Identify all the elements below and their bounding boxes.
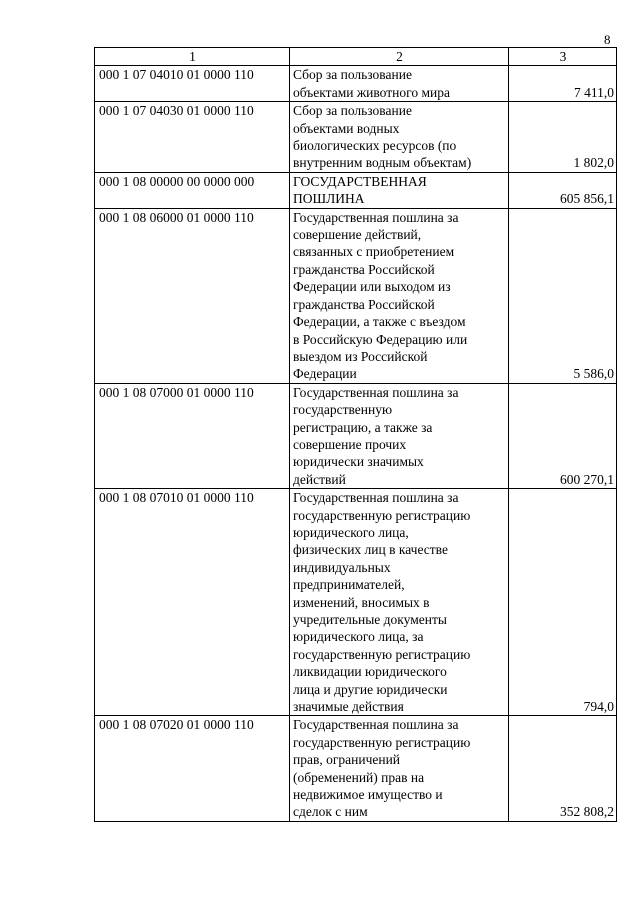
revenue-name-line: юридически значимых xyxy=(293,454,424,470)
revenue-name-line: (обременений) прав на xyxy=(293,769,425,785)
revenue-code: 000 1 08 07020 01 0000 110 xyxy=(95,716,290,821)
revenue-name xyxy=(290,716,509,821)
table-row xyxy=(95,208,617,383)
revenue-name-line: Государственная пошлина за xyxy=(293,209,459,225)
table-row xyxy=(95,716,617,821)
revenue-name-line: индивидуальных xyxy=(293,559,391,575)
revenue-name-line: в Российскую Федерацию или xyxy=(293,331,468,347)
revenue-name-line: совершение действий, xyxy=(293,227,422,243)
revenue-name-line: биологических ресурсов (по xyxy=(293,138,457,154)
revenue-name xyxy=(290,66,509,102)
table-row xyxy=(95,383,617,488)
revenue-name-line: Федерации, а также с въездом xyxy=(293,314,466,330)
revenue-amount: 7 411,0 xyxy=(509,66,617,102)
revenue-name-line: объектами животного мира xyxy=(293,84,450,100)
revenue-name xyxy=(290,102,509,173)
revenue-name-line: Государственная пошлина за xyxy=(293,384,459,400)
revenue-code: 000 1 08 07000 01 0000 110 xyxy=(95,383,290,488)
revenue-name-line: учредительные документы xyxy=(293,612,447,627)
revenue-name-line: недвижимое имущество и xyxy=(293,787,443,803)
revenue-name-line: государственную регистрацию xyxy=(293,646,471,662)
revenue-name-line: государственную регистрацию xyxy=(293,734,471,750)
revenue-name-line: выездом из Российской xyxy=(293,348,428,364)
column-header-code: 1 xyxy=(95,48,290,66)
revenue-name-line: регистрацию, а также за xyxy=(293,419,433,435)
revenue-table xyxy=(94,47,617,822)
revenue-name-line: ликвидации юридического xyxy=(293,664,447,680)
revenue-code: 000 1 07 04030 01 0000 110 xyxy=(95,102,290,173)
revenue-name-line: гражданства Российской xyxy=(293,296,435,312)
revenue-name xyxy=(290,383,509,488)
revenue-name-line: лица и другие юридически xyxy=(293,681,448,697)
revenue-name-line: значимые действия xyxy=(293,699,404,715)
revenue-name xyxy=(290,489,509,716)
revenue-amount: 600 270,1 xyxy=(509,383,617,488)
revenue-name-line: действий xyxy=(293,471,346,487)
revenue-name-line: сделок с ним xyxy=(293,804,368,820)
revenue-name-line: Сбор за пользование xyxy=(293,67,412,83)
revenue-code: 000 1 08 00000 00 0000 000 xyxy=(95,172,290,208)
revenue-name-line: предпринимателей, xyxy=(293,577,405,593)
table-row xyxy=(95,66,617,102)
revenue-name-line: ГОСУДАРСТВЕННАЯ xyxy=(293,173,427,189)
revenue-name-line: связанных с приобретением xyxy=(293,244,455,260)
table-row xyxy=(95,102,617,173)
column-header-amount: 3 xyxy=(509,48,617,66)
column-header-name: 2 xyxy=(290,48,509,66)
revenue-name-line: объектами водных xyxy=(293,120,400,136)
revenue-amount: 605 856,1 xyxy=(509,172,617,208)
table-row xyxy=(95,172,617,208)
revenue-name-line: прав, ограничений xyxy=(293,752,401,768)
revenue-name-line: юридического лица, за xyxy=(293,629,424,645)
revenue-name-line: совершение прочих xyxy=(293,436,407,452)
table-header-row xyxy=(95,48,617,66)
revenue-name-line: гражданства Российской xyxy=(293,261,435,277)
revenue-name-line: государственную регистрацию xyxy=(293,507,471,523)
revenue-code: 000 1 08 07010 01 0000 110 xyxy=(95,489,290,716)
revenue-amount: 352 808,2 xyxy=(509,716,617,821)
revenue-code: 000 1 08 06000 01 0000 110 xyxy=(95,208,290,383)
revenue-name-line: Федерации xyxy=(293,366,357,382)
revenue-name-line: юридического лица, xyxy=(293,524,409,540)
revenue-amount: 794,0 xyxy=(509,489,617,716)
table-body xyxy=(95,66,617,821)
revenue-code: 000 1 07 04010 01 0000 110 xyxy=(95,66,290,102)
page-number: 8 xyxy=(604,32,611,47)
revenue-name-line: внутренним водным объектам) xyxy=(293,155,472,171)
revenue-name-line: государственную xyxy=(293,402,393,418)
revenue-amount: 5 586,0 xyxy=(509,208,617,383)
revenue-name-line: Федерации или выходом из xyxy=(293,279,451,295)
revenue-name-line: Сбор за пользование xyxy=(293,103,412,119)
revenue-name-line: ПОШЛИНА xyxy=(293,191,365,207)
revenue-name xyxy=(290,172,509,208)
revenue-name-line: физических лиц в качестве xyxy=(293,542,448,558)
revenue-name-line: Государственная пошлина за xyxy=(293,490,459,506)
revenue-name xyxy=(290,208,509,383)
table-row xyxy=(95,489,617,716)
revenue-name-line: изменений, вносимых в xyxy=(293,594,430,610)
revenue-amount: 1 802,0 xyxy=(509,102,617,173)
revenue-name-line: Государственная пошлина за xyxy=(293,717,459,733)
